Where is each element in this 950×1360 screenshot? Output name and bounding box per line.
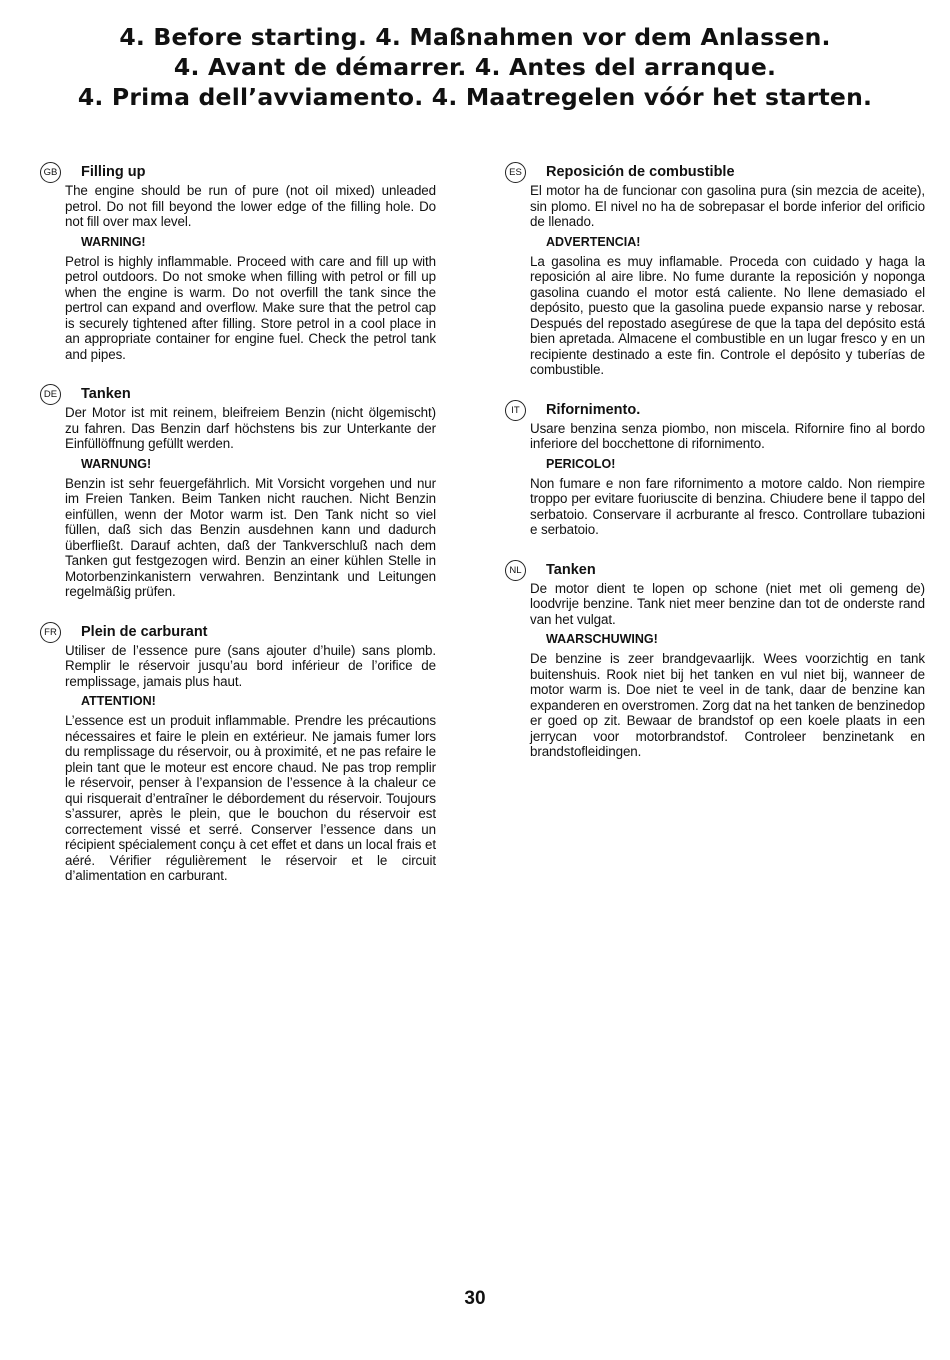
warning-text: Petrol is highly inflammable. Proceed with care and fill up with petrol outdoors. Do not smoke when filling with petrol or fill up when the engine is warm. Do not overfill the tank since the pertrol can expand and overflow. Make sure that the petrol cap is securely tightened after filling. Store petrol in a cool place in an appropriate container for engine fuel. Check the petrol tank and pipes.	[65, 253, 436, 362]
warning-text: Non fumare e non fare rifornimento a motore caldo. Non riempire troppo per evitare fuoriuscite di benzina. Chiudere bene il tappo del serbatoio. Conservare il acrburante al fresco. Controllare tubazioni e serbatoio.	[530, 475, 925, 537]
warning-label: ADVERTENCIA!	[546, 234, 641, 249]
section-it	[505, 402, 925, 538]
section-title: Filling up	[81, 164, 146, 180]
language-badge-it: IT	[505, 400, 526, 421]
right-column	[505, 164, 925, 760]
page-header	[0, 22, 950, 112]
heading-line-1: 4. Before starting. 4. Maßnahmen vor dem Anlassen.	[119, 23, 831, 51]
section-title: Reposición de combustible	[546, 164, 735, 180]
section-nl	[505, 562, 925, 760]
language-badge-de: DE	[40, 384, 61, 405]
section-title: Plein de carburant	[81, 623, 208, 640]
heading-line-2: 4. Avant de démarrer. 4. Antes del arranque.	[173, 53, 777, 81]
section-fr	[40, 624, 436, 884]
warning-label: WARNING!	[81, 234, 146, 249]
heading-line-3: 4. Prima dell’avviamento. 4. Maatregelen vóór het starten.	[77, 83, 873, 111]
section-intro: El motor ha de funcionar con gasolina pura (sin mezcia de aceite), sin plomo. El nivel no ha de sobrepasar el borde inferior del orificio de llenado.	[530, 183, 925, 229]
section-intro: De motor dient te lopen op schone (niet met oli gemeng de) loodvrije benzine. Tank niet meer benzine dan tot de onderste rand van het vulgat.	[530, 580, 925, 627]
section-es	[505, 164, 925, 378]
section-gb	[40, 164, 436, 362]
section-intro: Utiliser de l’essence pure (sans ajouter d’huile) sans plomb. Remplir le réservoir jusqu’au bord inférieur de l’orifice de remplissage, jamais plus haut.	[65, 642, 436, 689]
warning-text: L’essence est un produit inflammable. Prendre les précautions nécessaires et faire le plein en extérieur. Ne jamais fumer lors du remplissage du réservoir, ou à proximité, et ne pas refaire le plein tant que le moteur est encore chaud. Ne pas trop remplir le réservoir, penser à l’expansion de l’essence à la chaleur ce qui risquerait d’entraîner le débordement du réservoir. Toujours s’assurer, après le plein, que le bouchon du réservoir est correctement vissé et serré. Conserver l’essence dans un récipient spécialement conçu à cet effet et dans un local frais et aéré. Vérifier régulièrement le réservoir et le circuit d’alimentation en carburant.	[65, 713, 436, 883]
warning-label: PERICOLO!	[546, 456, 616, 471]
warning-text: Benzin ist sehr feuergefährlich. Mit Vorsicht vorgehen und nur im Freien Tanken. Beim Tanken nicht rauchen. Nicht Benzin einfüllen, wenn der Motor warm ist. Den Tank nicht so viel füllen, daß sich das Benzin ausdehnen kann und dadurch überfließt. Darauf achten, daß der Tankverschluß nach dem Tanken gut festgezogen wird. Benzin an einer kühlen Stelle in Motorbenzinkanistern verwahren. Benzintank und Leitungen regelmäßig prüfen.	[65, 475, 436, 599]
language-badge-es: ES	[505, 162, 526, 183]
section-title: Tanken	[546, 561, 596, 578]
section-title: Rifornimento.	[546, 401, 641, 418]
page-number: 30	[464, 1288, 486, 1309]
warning-label: ATTENTION!	[81, 694, 156, 708]
warning-label: WARNUNG!	[81, 456, 152, 471]
section-title: Tanken	[81, 386, 131, 402]
left-column	[40, 164, 436, 884]
language-badge-gb: GB	[40, 162, 61, 183]
language-badge-nl: NL	[505, 560, 526, 581]
warning-label: WAARSCHUWING!	[546, 632, 658, 646]
section-intro: Usare benzina senza piombo, non miscela. Rifornire fino al bordo inferiore del bocchettone di rifornimento.	[530, 420, 925, 451]
warning-text: La gasolina es muy inflamable. Proceda con cuidado y haga la reposición al aire libre. No fume durante la reposición y noponga gasolina cuando el motor está caliente. No llene demasiado el depósito, puesto que la gasolina puede expansio narse y rebosar. Después del repostado asegúrese de que la tapa del depósito está bien apretada. Almacene el combustible en un lugar fresco y en un recipiente destinado a este fin. Controle el depósito y tuberías de combustible.	[530, 253, 925, 377]
section-de	[40, 386, 436, 600]
section-intro: The engine should be run of pure (not oil mixed) unleaded petrol. Do not fill beyond the lower edge of the filling hole. Do not fill over max level.	[65, 183, 436, 229]
language-badge-fr: FR	[40, 622, 61, 643]
warning-text: De benzine is zeer brandgevaarlijk. Wees voorzichtig en tank buitenshuis. Rook niet bij het tanken en vul niet bij, wanneer de motor warm is. Doe niet te veel in de tank, daar de benzine kan expanderen en overstromen. Zorg dat na het tanken de benzinedop er goed op zit. Bewaar de brandstof op een koele plaats in een jerrycan voor motorbrandstof. Controleer benzinetank en brandstofleidingen.	[530, 651, 925, 759]
section-intro: Der Motor ist mit reinem, bleifreiem Benzin (nicht ölgemischt) zu fahren. Das Benzin darf höchstens bis zur Unterkante der Einfüllöffnung gefüllt werden.	[65, 405, 436, 451]
